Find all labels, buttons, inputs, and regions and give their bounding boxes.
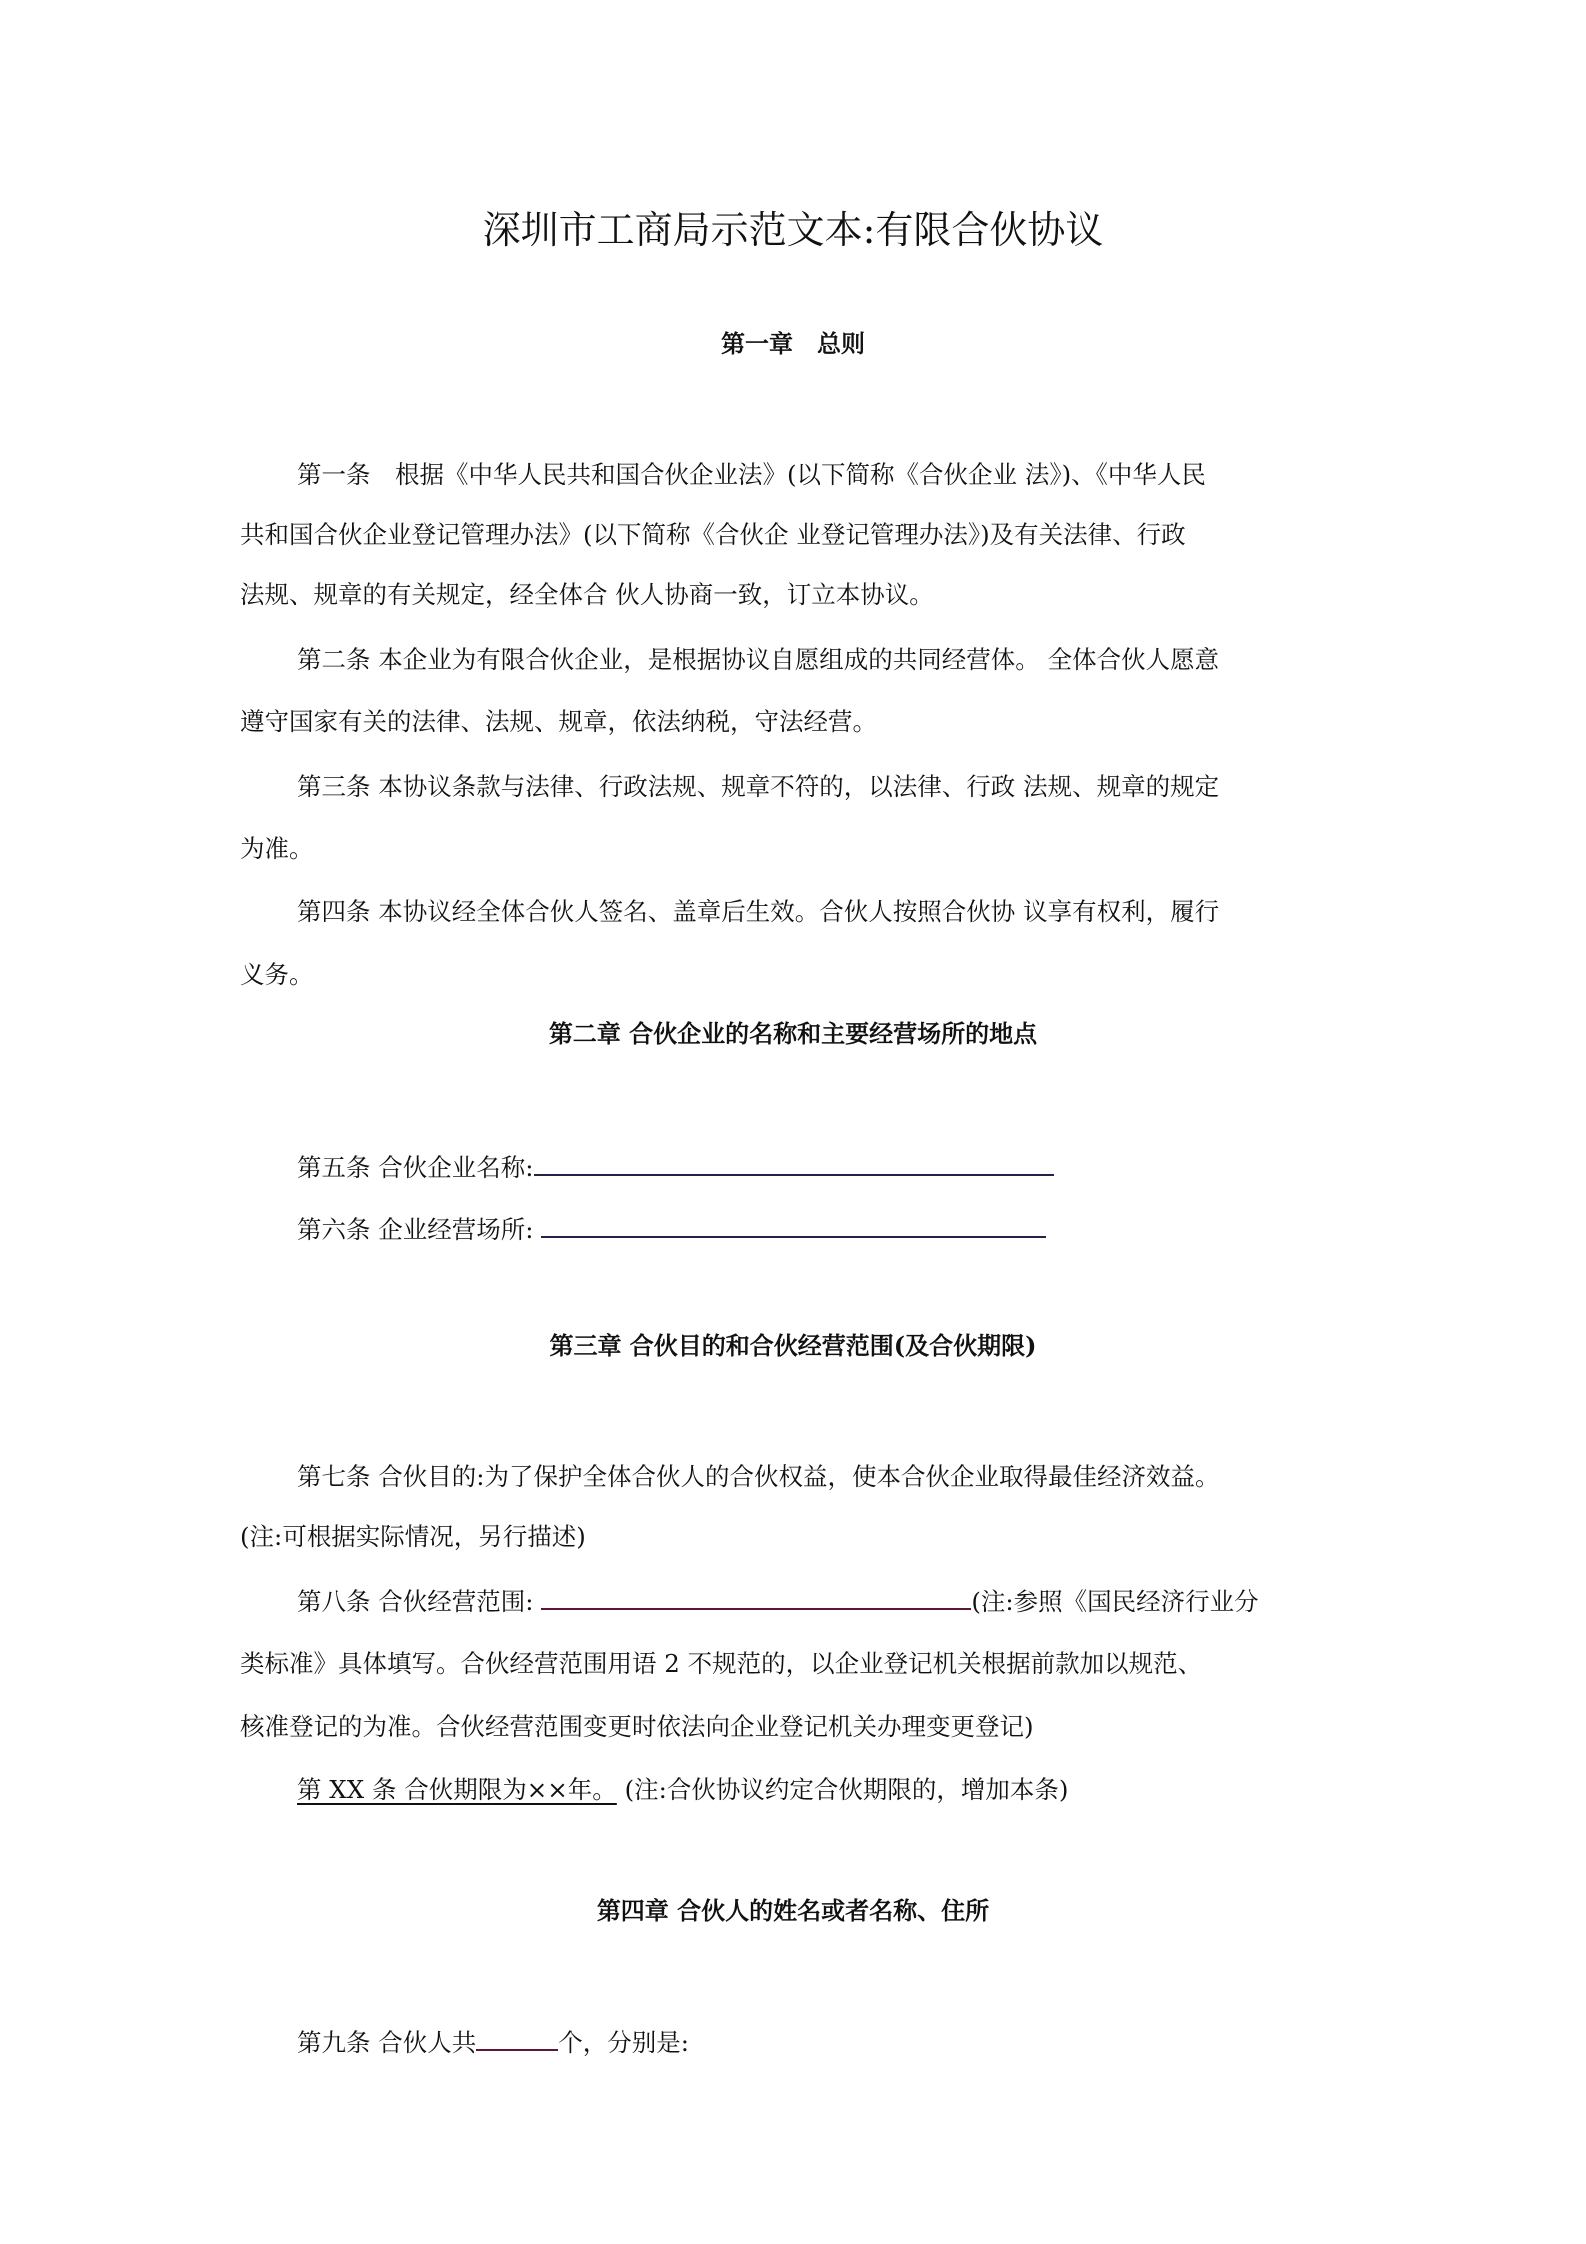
article-4-line-2: 义务。	[240, 960, 314, 989]
article-7-line-1: 第七条 合伙目的:为了保护全体合伙人的合伙权益，使本合伙企业取得最佳经济效益。	[297, 1462, 1220, 1491]
article-2-line-1: 第二条 本企业为有限合伙企业，是根据协议自愿组成的共同经营体。 全体合伙人愿意	[297, 645, 1220, 674]
article-1-line-2: 共和国合伙企业登记管理办法》(以下简称《合伙企 业登记管理办法》)及有关法律、行政	[240, 520, 1186, 549]
article-5-label: 第五条 合伙企业名称:	[297, 1153, 534, 1182]
chapter-2-heading: 第二章 合伙企业的名称和主要经营场所的地点	[548, 1019, 1038, 1048]
business-scope-blank[interactable]	[541, 1584, 971, 1610]
article-9-label: 第九条 合伙人共	[297, 2028, 477, 2057]
article-term	[297, 1773, 1068, 1807]
article-8-line-2: 类标准》具体填写。合伙经营范围用语 2 不规范的，以企业登记机关根据前款加以规范、	[240, 1649, 1203, 1678]
article-4-line-1: 第四条 本协议经全体合伙人签名、盖章后生效。合伙人按照合伙协 议享有权利，履行	[297, 897, 1220, 926]
chapter-4-heading: 第四章 合伙人的姓名或者名称、住所	[596, 1896, 990, 1925]
chapter-1-heading: 第一章 总则	[721, 329, 865, 358]
article-9-tail: 个，分别是:	[558, 2028, 690, 2057]
article-2-line-2: 遵守国家有关的法律、法规、规章，依法纳税，守法经营。	[240, 707, 877, 736]
partner-count-blank[interactable]	[476, 2025, 558, 2051]
article-5	[297, 1150, 1054, 1185]
article-7-note: (注:可根据实际情况，另行描述)	[240, 1522, 586, 1551]
article-1-line-1: 第一条 根据《中华人民共和国合伙企业法》(以下简称《合伙企业 法》)、《中华人民	[297, 460, 1206, 489]
article-8-label: 第八条 合伙经营范围:	[297, 1587, 542, 1616]
chapter-3-heading: 第三章 合伙目的和合伙经营范围(及合伙期限)	[549, 1331, 1037, 1360]
article-3-line-1: 第三条 本协议条款与法律、行政法规、规章不符的，以法律、行政 法规、规章的规定	[297, 772, 1220, 801]
article-9	[297, 2025, 689, 2060]
article-8-line-3: 核准登记的为准。合伙经营范围变更时依法向企业登记机关办理变更登记)	[240, 1712, 1034, 1741]
article-6	[297, 1212, 1046, 1247]
article-term-note: (注:合伙协议约定合伙期限的，增加本条)	[616, 1775, 1069, 1804]
business-place-blank[interactable]	[541, 1212, 1046, 1238]
article-8-line-1	[297, 1584, 1259, 1619]
document-title: 深圳市工商局示范文本:有限合伙协议	[482, 208, 1104, 252]
article-3-line-2: 为准。	[240, 834, 314, 863]
article-8-note-start: (注:参照《国民经济行业分	[971, 1587, 1259, 1616]
article-term-text: 第 XX 条 合伙期限为××年。	[297, 1775, 617, 1804]
company-name-blank[interactable]	[534, 1150, 1054, 1176]
article-6-label: 第六条 企业经营场所:	[297, 1215, 542, 1244]
article-1-line-3: 法规、规章的有关规定，经全体合 伙人协商一致，订立本协议。	[240, 580, 934, 609]
